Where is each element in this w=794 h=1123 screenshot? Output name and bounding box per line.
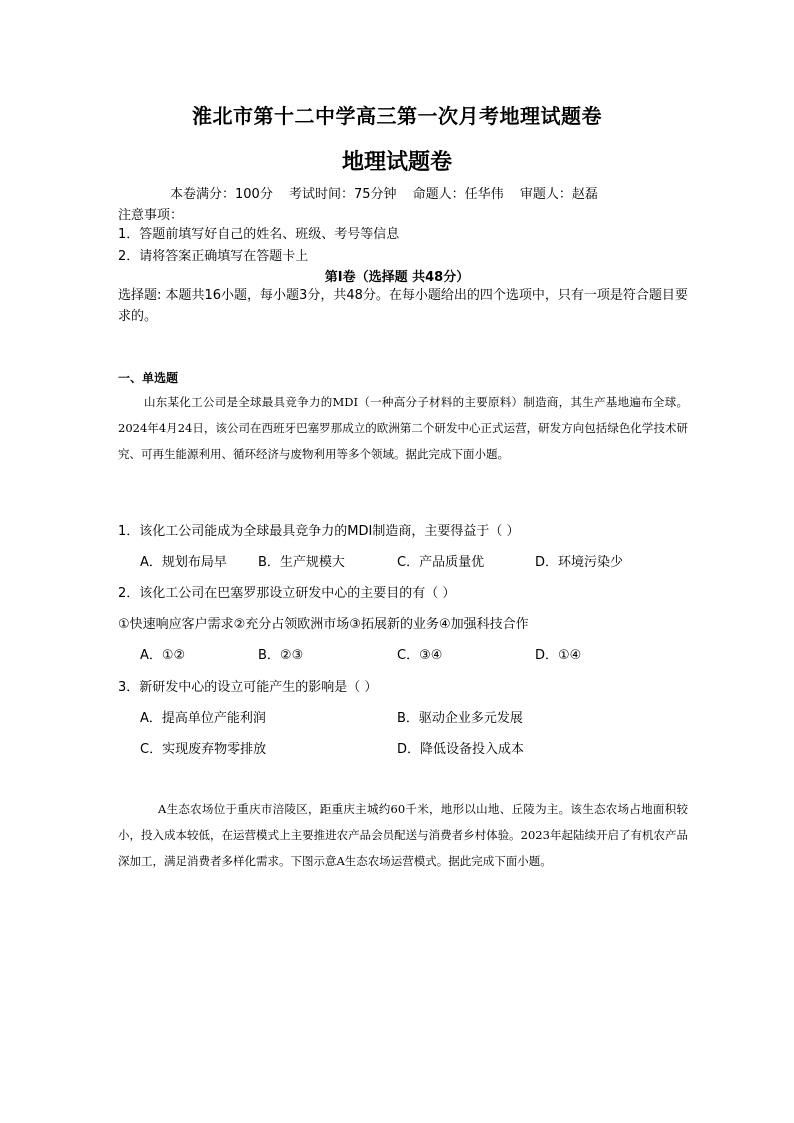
section-title: 第I卷（选择题 共48分） [324,270,470,285]
q2-option-d[interactable]: D．①④ [535,648,582,663]
q3-option-a[interactable]: A．提高单位产能利润 [140,711,266,726]
note-item: 1．答题前填写好自己的姓名、班级、考号等信息 [118,227,400,242]
author-info: 命题人：任华伟 [412,187,504,202]
q1-option-c[interactable]: C．产品质量优 [397,555,485,570]
q2-option-c[interactable]: C．③④ [397,648,443,663]
exam-title: 淮北市第十二中学高三第一次月考地理试题卷 [192,104,602,128]
notes-heading: 注意事项： [118,208,184,223]
question-1-stem: 1．该化工公司能成为全球最具竞争力的MDI制造商，主要得益于（ ） [118,524,520,539]
q2-option-a[interactable]: A．①② [140,648,186,663]
section-intro: 选择题: 本题共16小题，每小题3分，共48分。在每小题给出的四个选项中，只有一项是符合题目要求的。 [118,288,688,324]
q3-option-d[interactable]: D．降低设备投入成本 [397,742,525,757]
q2-option-b[interactable]: B．②③ [258,648,304,663]
reviewer-info: 审题人：赵磊 [519,187,598,202]
time-info: 考试时间：75分钟 [288,187,397,202]
q1-option-b[interactable]: B．生产规模大 [258,555,345,570]
note-item: 2．请将答案正确填写在答题卡上 [118,249,309,264]
q3-option-c[interactable]: C．实现废弃物零排放 [140,742,267,757]
q1-option-d[interactable]: D．环境污染少 [535,555,624,570]
score-info: 本卷满分：100分 [170,187,273,202]
q3-option-b[interactable]: B．驱动企业多元发展 [397,711,523,726]
reading-passage-2: A生态农场位于重庆市涪陵区，距重庆主城约60千米，地形以山地、丘陵为主。该生态农场占地面积较小，投入成本较低，在运营模式上主要推进农产品会员配送与消费者乡村体验。2023年起陆续开启了有机农产品深加工，满足消费者多样化需求。下图示意A生态农场运营模式。据此完成下面小题。 [118,802,688,868]
reading-passage-1: 山东某化工公司是全球最具竞争力的MDI（一种高分子材料的主要原料）制造商，其生产基地遍布全球。2024年4月24日，该公司在西班牙巴塞罗那成立的欧洲第二个研发中心正式运营，研发方向包括绿色化学技术研究、可再生能源利用、循环经济与废物利用等多个领域。据此完成下面小题。 [118,395,688,461]
q1-option-a[interactable]: A．规划布局早 [140,555,227,570]
question-2-stem: 2．该化工公司在巴塞罗那设立研发中心的主要目的有（ ） [118,586,456,601]
part-heading: 一、单选题 [118,371,179,385]
question-2-statements: ①快速响应客户需求②充分占领欧洲市场③拓展新的业务④加强科技合作 [118,617,529,632]
question-3-stem: 3．新研发中心的设立可能产生的影响是（ ） [118,680,378,695]
exam-subtitle: 地理试题卷 [341,149,452,175]
exam-meta [170,183,610,202]
